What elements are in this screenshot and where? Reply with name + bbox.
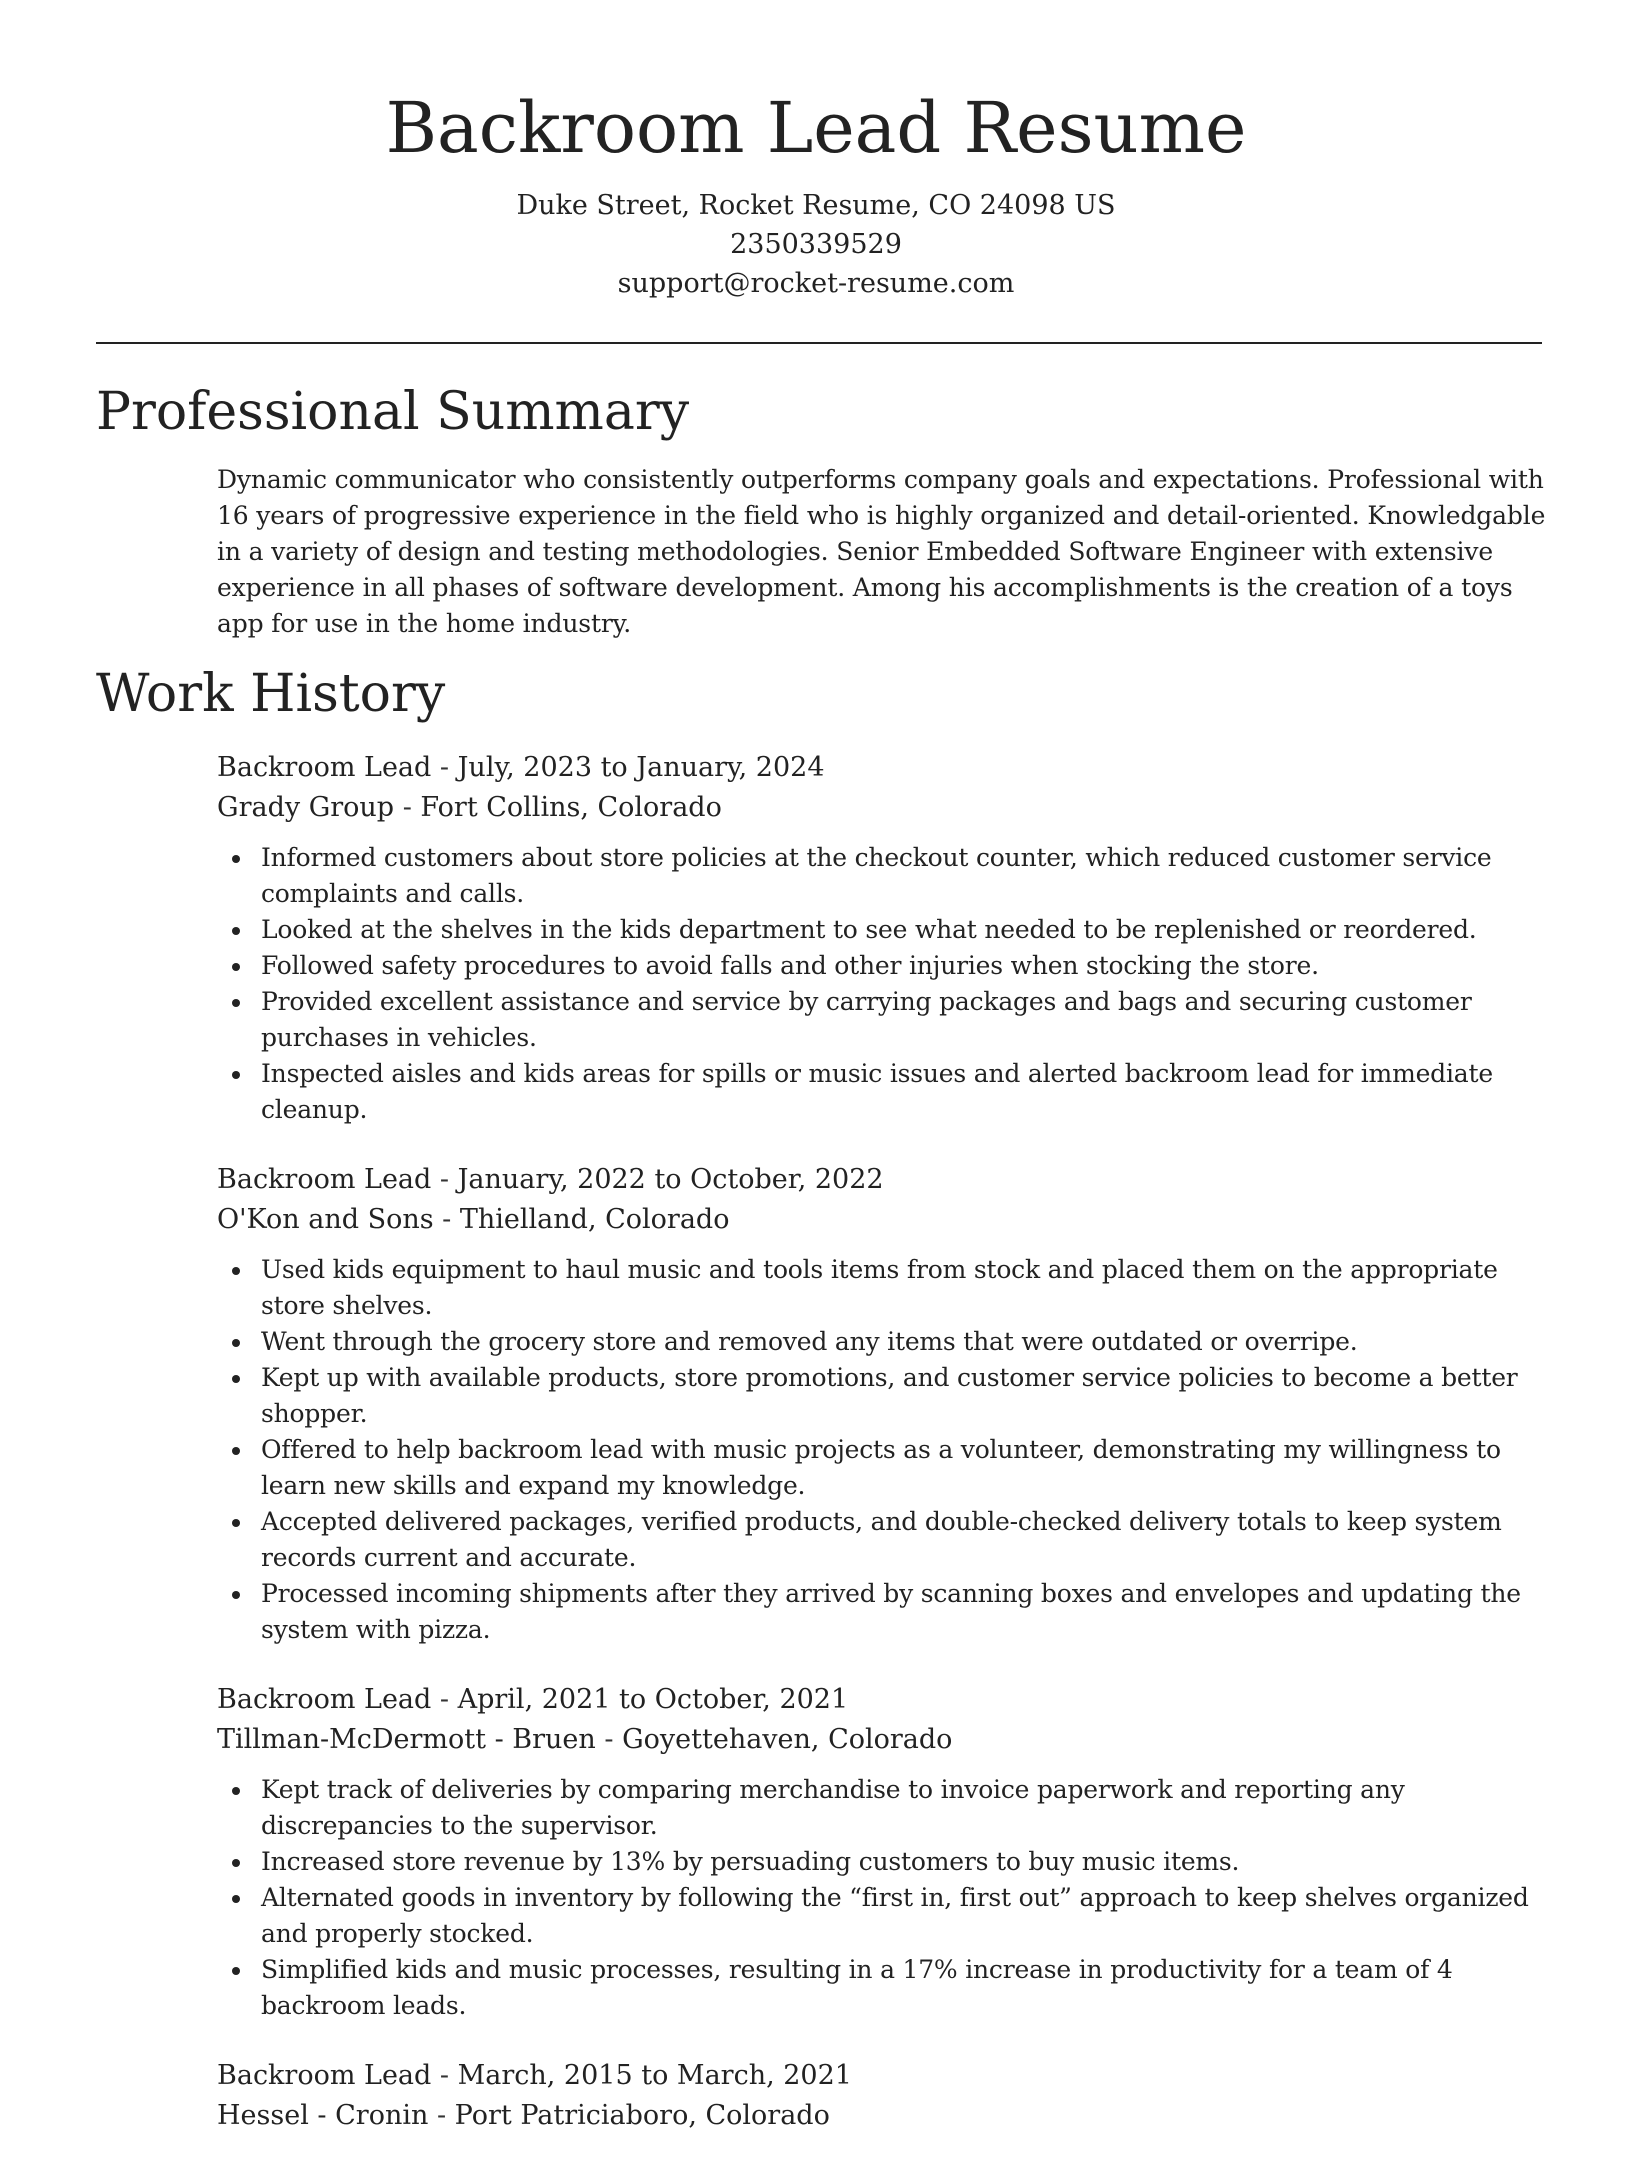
job-bullet: Processed incoming shipments after they arrived by scanning boxes and envelopes and updating the system with pizza. [261, 1576, 1547, 1648]
job-bullet: Kept up with available products, store promotions, and customer service policies to become a better shopper. [261, 1360, 1547, 1432]
job-title-line [217, 1680, 1547, 1720]
contact-email: support@rocket-resume.com [617, 268, 1015, 299]
job-title: Backroom Lead [217, 752, 432, 783]
job-bullet: Went through the grocery store and removed any items that were outdated or overripe. [261, 1324, 1547, 1360]
job-bullet: Used kids equipment to haul music and tools items from stock and placed them on the appropriate store shelves. [261, 1252, 1547, 1324]
job-location: Fort Collins, Colorado [420, 792, 722, 823]
job-dates: April, 2021 to October, 2021 [457, 1684, 849, 1715]
job-dates: January, 2022 to October, 2022 [457, 1164, 884, 1195]
job-bullet: Increased store revenue by 13% by persuading customers to buy music items. [261, 1844, 1547, 1880]
job-bullet-list [217, 1252, 1547, 1648]
job-title-line [217, 748, 1547, 788]
separator: - [428, 2100, 455, 2131]
job-title: Backroom Lead [217, 1164, 432, 1195]
job-bullet-list [217, 840, 1547, 1128]
job-entry [217, 1160, 1547, 1648]
job-bullet: Offered to help backroom lead with music projects as a volunteer, demonstrating my willingness to learn new skills and expand my knowledge. [261, 1432, 1547, 1504]
resume-header [0, 84, 1632, 303]
separator: - [595, 1724, 623, 1755]
work-history-list [217, 748, 1547, 2168]
job-bullet: Kept track of deliveries by comparing merchandise to invoice paperwork and reporting any discrepancies to the supervisor. [261, 1772, 1547, 1844]
job-entry [217, 1680, 1547, 2024]
job-dates: July, 2023 to January, 2024 [457, 752, 825, 783]
job-bullet: Simplified kids and music processes, resulting in a 17% increase in productivity for a team of 4 backroom leads. [261, 1952, 1547, 2024]
job-company: O'Kon and Sons [217, 1204, 434, 1235]
summary-heading: Professional Summary [96, 382, 690, 442]
job-bullet-list [217, 1772, 1547, 2024]
job-bullet: Accepted delivered packages, verified products, and double-checked delivery totals to keep system records current and accurate. [261, 1504, 1547, 1576]
work-history-heading: Work History [96, 664, 446, 724]
job-company: Tillman-McDermott - Bruen [217, 1724, 596, 1755]
job-bullet: Looked at the shelves in the kids department to see what needed to be replenished or reordered. [261, 912, 1547, 948]
job-bullet: Informed customers about store policies at the checkout counter, which reduced customer service complaints and calls. [261, 840, 1547, 912]
job-company-line [217, 1720, 1547, 1760]
separator: - [431, 1164, 458, 1195]
job-location: Thielland, Colorado [459, 1204, 730, 1235]
job-title-line [217, 2056, 1547, 2096]
job-bullet: Inspected aisles and kids areas for spills or music issues and alerted backroom lead for immediate cleanup. [261, 1056, 1547, 1128]
job-company-line [217, 1200, 1547, 1240]
job-location: Goyettehaven, Colorado [622, 1724, 953, 1755]
job-location: Port Patriciaboro, Colorado [454, 2100, 830, 2131]
contact-address: Duke Street, Rocket Resume, CO 24098 US [516, 190, 1116, 221]
separator: - [431, 1684, 458, 1715]
separator: - [431, 2060, 458, 2091]
resume-title: Backroom Lead Resume [385, 87, 1247, 169]
job-dates: March, 2015 to March, 2021 [457, 2060, 852, 2091]
job-bullet: Provided excellent assistance and service by carrying packages and bags and securing customer purchases in vehicles. [261, 984, 1547, 1056]
job-company: Hessel - Cronin [217, 2100, 429, 2131]
job-company-line [217, 2096, 1547, 2136]
job-company: Grady Group [217, 792, 395, 823]
header-divider [96, 342, 1542, 344]
job-bullet: Followed safety procedures to avoid falls and other injuries when stocking the store. [261, 948, 1547, 984]
separator: - [431, 752, 458, 783]
job-title: Backroom Lead [217, 2060, 432, 2091]
separator: - [394, 792, 421, 823]
summary-text: Dynamic communicator who consistently outperforms company goals and expectations. Professional with 16 years of progressive experience in the field who is highly organized and detail-oriented. Knowledgable in a variety of design and testing methodologies. Senior Embedded Software Engineer with extensive experience in all phases of software development. Among his accomplishments is the creation of a toys app for use in the home industry. [217, 465, 1546, 638]
job-entry [217, 748, 1547, 1128]
job-title-line [217, 1160, 1547, 1200]
job-title: Backroom Lead [217, 1684, 432, 1715]
job-bullet: Alternated goods in inventory by following the “first in, first out” approach to keep shelves organized and properly stocked. [261, 1880, 1547, 1952]
job-entry [217, 2056, 1547, 2136]
contact-phone: 2350339529 [730, 229, 902, 260]
job-company-line [217, 788, 1547, 828]
separator: - [433, 1204, 460, 1235]
contact-block [0, 186, 1632, 303]
